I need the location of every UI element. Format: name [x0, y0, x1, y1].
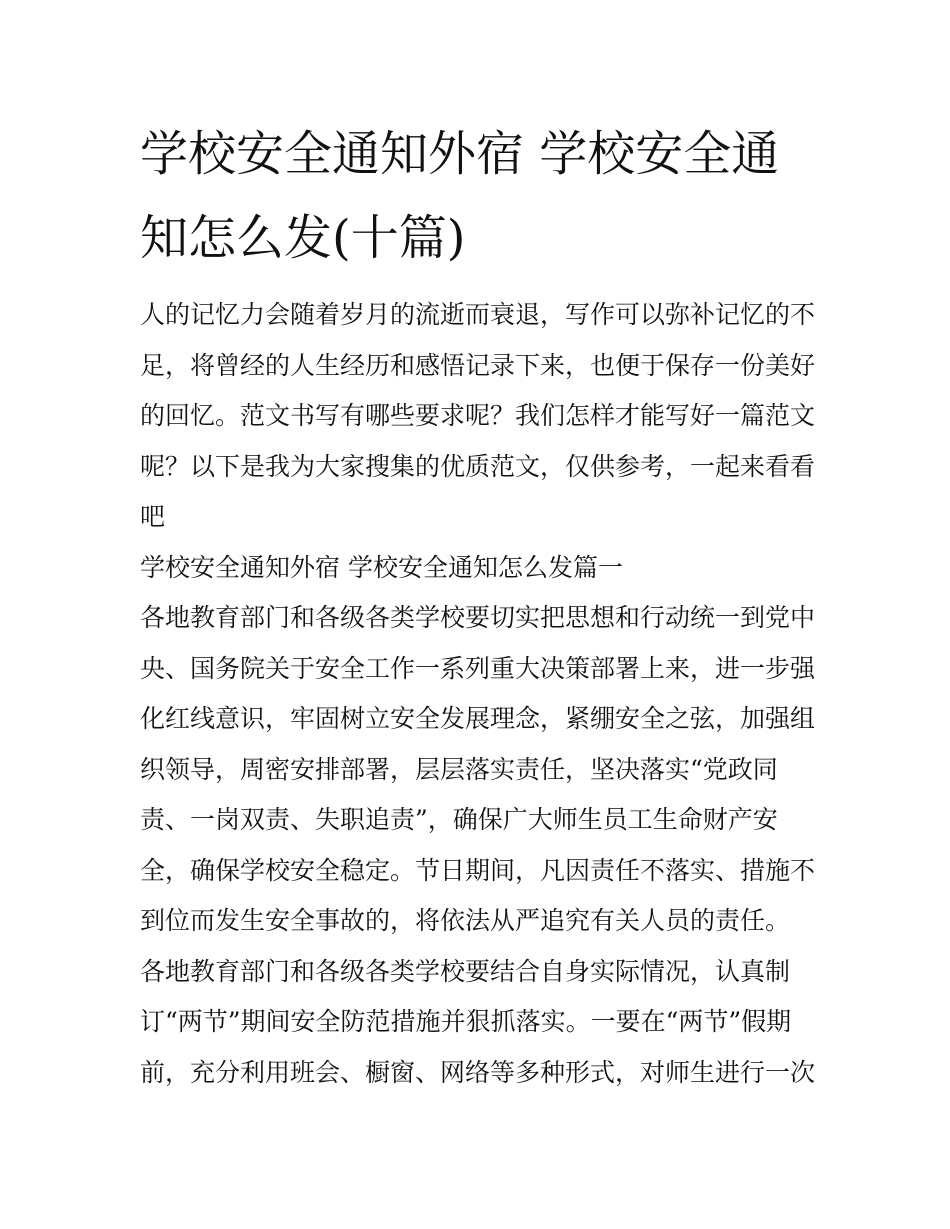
section-paragraph-1 [140, 593, 815, 947]
section-heading: 学校安全通知外宿 学校安全通知怎么发篇一 [140, 552, 623, 582]
body-line: 到位而发生安全事故的，将依法从严追究有关人员的责任。 [140, 906, 791, 935]
body-line: 订“两节”期间安全防范措施并狠抓落实。一要在“两节”假期 [140, 1007, 792, 1036]
body-line: 责、一岗双责、失职追责”，确保广大师生员工生命财产安 [140, 805, 778, 834]
body-line: 各地教育部门和各级各类学校要结合自身实际情况，认真制 [140, 956, 791, 986]
document-page [140, 112, 815, 1098]
body-line: 前，充分利用班会、橱窗、网络等多种形式，对师生进行一次 [140, 1057, 816, 1087]
body-line: 化红线意识，牢固树立安全发展理念，紧绷安全之弦，加强组 [140, 704, 816, 733]
section-paragraph-2 [140, 947, 815, 1099]
body-line: 足，将曾经的人生经历和感悟记录下来，也便于保存一份美好 [140, 350, 816, 380]
body-line: 吧 [140, 502, 166, 531]
body-line: 全，确保学校安全稳定。节日期间，凡因责任不落实、措施不 [140, 855, 816, 885]
title-line-1: 学校安全通知外宿 学校安全通 [140, 126, 780, 182]
body-line: 的回忆。范文书写有哪些要求呢？我们怎样才能写好一篇范文 [140, 401, 816, 430]
body-line: 人的记忆力会随着岁月的流逝而衰退，写作可以弥补记忆的不 [140, 300, 816, 329]
body-line: 各地教育部门和各级各类学校要切实把思想和行动统一到党中 [140, 603, 816, 632]
document-title [140, 112, 815, 280]
intro-paragraph [140, 290, 815, 543]
title-line-2: 知怎么发(十篇) [140, 210, 466, 266]
body-line: 呢？以下是我为大家搜集的优质范文，仅供参考，一起来看看 [140, 451, 816, 481]
body-line: 央、国务院关于安全工作一系列重大决策部署上来，进一步强 [140, 653, 816, 683]
body-line: 织领导，周密安排部署，层层落实责任，坚决落实“党政同 [140, 754, 778, 784]
